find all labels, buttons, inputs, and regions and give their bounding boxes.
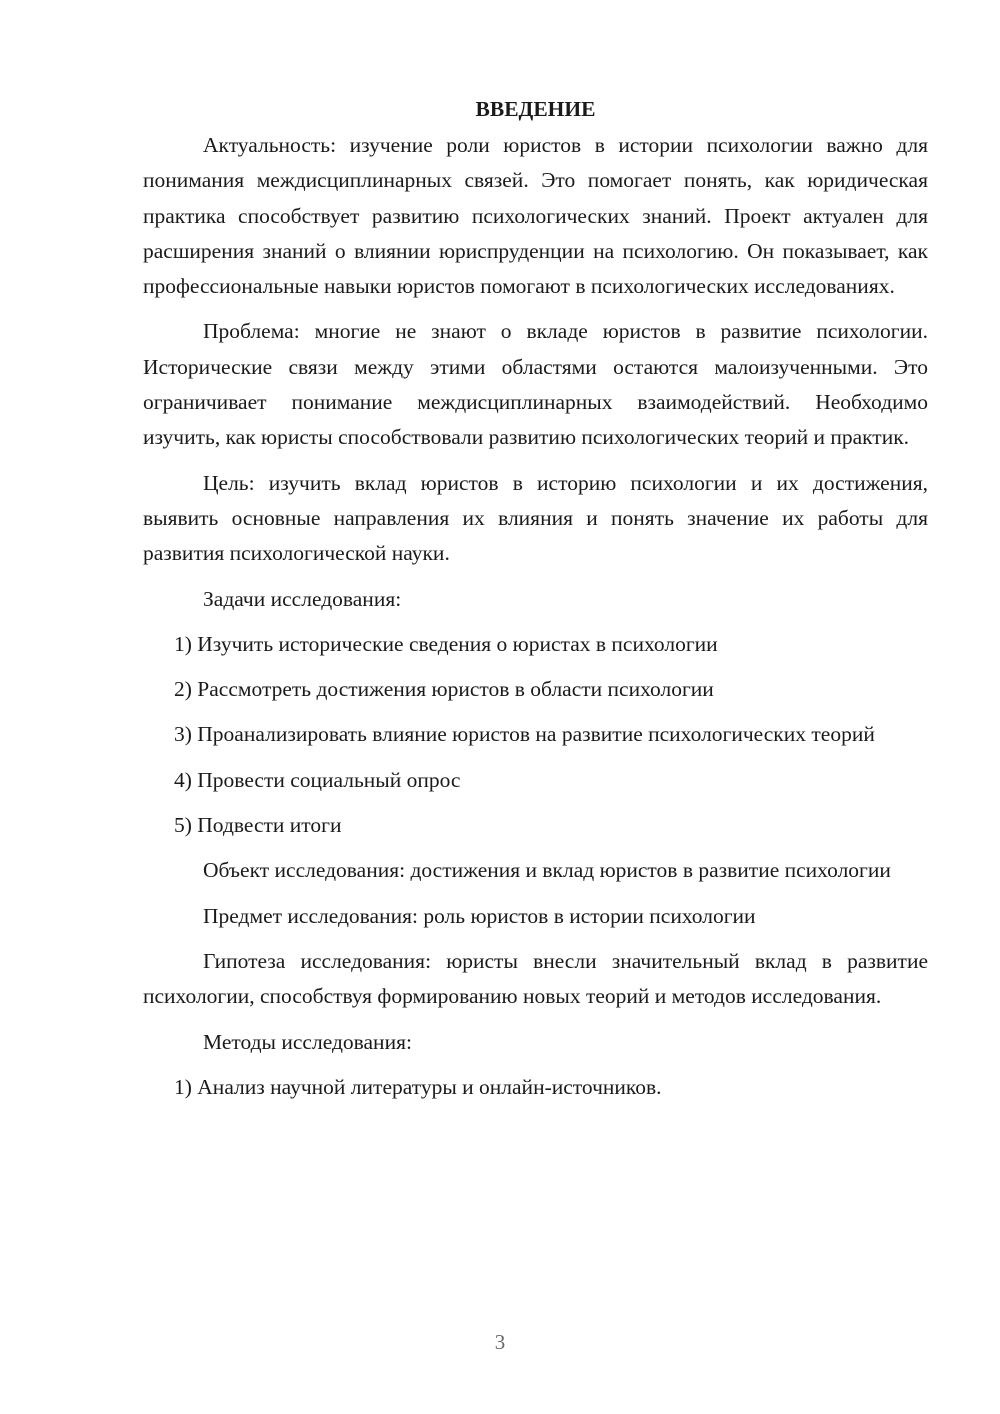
problem-paragraph: Проблема: многие не знают о вкладе юристов в развитие психологии. Исторические связи между этими областями остаются малоизученными. Это ограничивает понимание междисциплинарных взаимодействий. Необходимо изучить, как юристы способствовали развитию психологических теорий и практик. [143, 319, 928, 450]
page-number: 3 [494, 1330, 506, 1354]
document-page [143, 92, 928, 1115]
section-title: ВВЕДЕНИЕ [475, 97, 596, 121]
task-item-3: 3) Проанализировать влияние юристов на развитие психологических теорий [174, 722, 875, 747]
task-item-4: 4) Провести социальный опрос [174, 767, 461, 792]
method-item-1: 1) Анализ научной литературы и онлайн-источников. [174, 1074, 662, 1099]
task-item-5: 5) Подвести итоги [174, 813, 342, 838]
goal-paragraph: Цель: изучить вклад юристов в историю психологии и их достижения, выявить основные направления их влияния и понять значение их работы для развития психологической науки. [143, 470, 928, 566]
task-item-2: 2) Рассмотреть достижения юристов в области психологии [174, 677, 714, 702]
tasks-heading: Задачи исследования: [203, 586, 402, 611]
methods-heading: Методы исследования: [203, 1029, 412, 1054]
object-paragraph: Объект исследования: достижения и вклад юристов в развитие психологии [203, 858, 891, 883]
subject-paragraph: Предмет исследования: роль юристов в истории психологии [203, 903, 756, 928]
hypothesis-paragraph: Гипотеза исследования: юристы внесли значительный вклад в развитие психологии, способствуя формированию новых теорий и методов исследования. [143, 948, 928, 1009]
task-item-1: 1) Изучить исторические сведения о юристах в психологии [174, 631, 718, 656]
relevance-paragraph: Актуальность: изучение роли юристов в истории психологии важно для понимания междисциплинарных связей. Это помогает понять, как юридическая практика способствует развитию психологических знаний. Проект актуален для расширения знаний о влиянии юриспруденции на психологию. Он показывает, как профессиональные навыки юристов помогают в психологических исследованиях. [143, 133, 928, 299]
